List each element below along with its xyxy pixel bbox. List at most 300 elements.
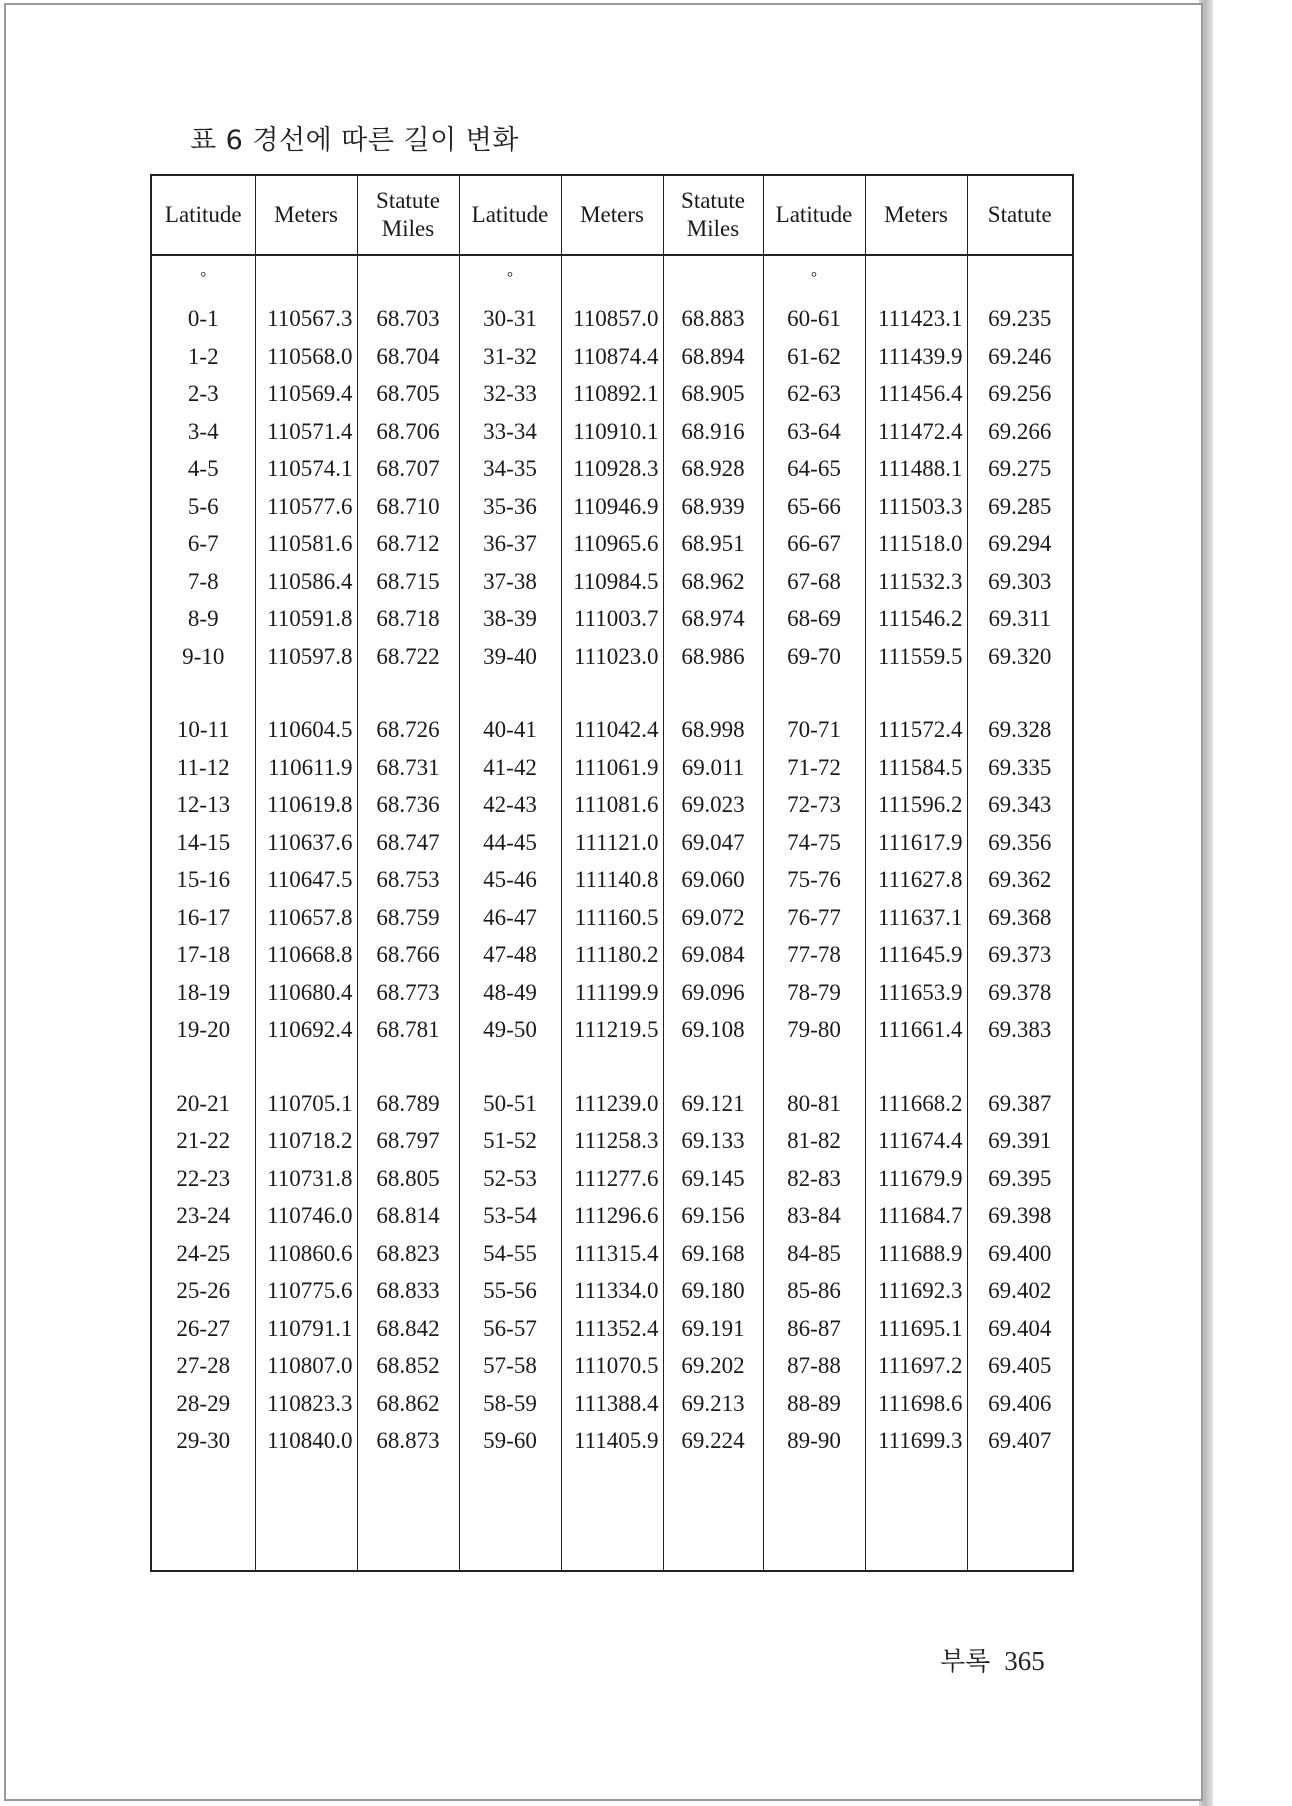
cell-latitude: 27-28	[151, 1347, 255, 1385]
cell-meters: 111296.6	[561, 1197, 663, 1235]
cell-latitude: 16-17	[151, 899, 255, 937]
cell-meters: 110928.3	[561, 450, 663, 488]
cell-latitude: 62-63	[763, 375, 865, 413]
cell-meters: 110591.8	[255, 600, 357, 638]
cell-meters: 111596.2	[865, 786, 967, 824]
cell-statute-miles: 68.731	[357, 749, 459, 787]
cell-statute-miles: 69.011	[663, 749, 763, 787]
empty-cell	[357, 1460, 459, 1572]
cell-latitude: 57-58	[459, 1347, 561, 1385]
cell-statute-miles: 68.974	[663, 600, 763, 638]
cell-statute-miles: 68.726	[357, 711, 459, 749]
cell-latitude: 86-87	[763, 1310, 865, 1348]
cell-meters: 111674.4	[865, 1122, 967, 1160]
cell-meters: 111277.6	[561, 1160, 663, 1198]
cell-statute-miles: 69.191	[663, 1310, 763, 1348]
cell-latitude: 88-89	[763, 1385, 865, 1423]
cell-meters: 110619.8	[255, 786, 357, 824]
cell-statute-miles: 69.060	[663, 861, 763, 899]
cell-meters: 111061.9	[561, 749, 663, 787]
cell-statute: 69.391	[967, 1122, 1073, 1160]
page-number: 365	[1004, 1646, 1045, 1676]
empty-cell	[865, 255, 967, 300]
cell-latitude: 2-3	[151, 375, 255, 413]
empty-cell	[561, 1049, 663, 1085]
table-row	[151, 600, 1073, 638]
cell-meters: 111584.5	[865, 749, 967, 787]
cell-meters: 110567.3	[255, 300, 357, 338]
cell-latitude: 11-12	[151, 749, 255, 787]
cell-statute-miles: 68.759	[357, 899, 459, 937]
table-row	[151, 824, 1073, 862]
cell-meters: 110574.1	[255, 450, 357, 488]
cell-statute-miles: 68.718	[357, 600, 459, 638]
table-row	[151, 1385, 1073, 1423]
table-row	[151, 300, 1073, 338]
header-meters-2: Meters	[561, 175, 663, 255]
cell-meters: 111699.3	[865, 1422, 967, 1460]
cell-latitude: 38-39	[459, 600, 561, 638]
table-row	[151, 375, 1073, 413]
cell-latitude: 74-75	[763, 824, 865, 862]
cell-meters: 110718.2	[255, 1122, 357, 1160]
empty-cell	[357, 1049, 459, 1085]
cell-meters: 111070.5	[561, 1347, 663, 1385]
empty-cell	[151, 675, 255, 711]
header-meters-1: Meters	[255, 175, 357, 255]
cell-meters: 110892.1	[561, 375, 663, 413]
cell-meters: 110597.8	[255, 638, 357, 676]
empty-cell	[459, 675, 561, 711]
cell-statute: 69.356	[967, 824, 1073, 862]
degree-unit-row	[151, 255, 1073, 300]
cell-latitude: 1-2	[151, 338, 255, 376]
cell-meters: 110569.4	[255, 375, 357, 413]
cell-meters: 110775.6	[255, 1272, 357, 1310]
cell-meters: 111559.5	[865, 638, 967, 676]
cell-latitude: 14-15	[151, 824, 255, 862]
cell-latitude: 40-41	[459, 711, 561, 749]
empty-cell	[255, 255, 357, 300]
cell-latitude: 19-20	[151, 1011, 255, 1049]
cell-statute: 69.387	[967, 1085, 1073, 1123]
cell-statute: 69.320	[967, 638, 1073, 676]
cell-latitude: 58-59	[459, 1385, 561, 1423]
cell-latitude: 45-46	[459, 861, 561, 899]
cell-latitude: 35-36	[459, 488, 561, 526]
table-row	[151, 936, 1073, 974]
cell-statute-miles: 69.096	[663, 974, 763, 1012]
cell-statute-miles: 68.986	[663, 638, 763, 676]
cell-latitude: 42-43	[459, 786, 561, 824]
cell-meters: 111692.3	[865, 1272, 967, 1310]
page-footer	[940, 1641, 1045, 1678]
cell-meters: 111352.4	[561, 1310, 663, 1348]
cell-meters: 111219.5	[561, 1011, 663, 1049]
cell-latitude: 29-30	[151, 1422, 255, 1460]
cell-latitude: 10-11	[151, 711, 255, 749]
cell-latitude: 49-50	[459, 1011, 561, 1049]
cell-latitude: 5-6	[151, 488, 255, 526]
cell-meters: 111081.6	[561, 786, 663, 824]
cell-meters: 111688.9	[865, 1235, 967, 1273]
empty-cell	[865, 1460, 967, 1572]
cell-statute: 69.398	[967, 1197, 1073, 1235]
cell-meters: 110581.6	[255, 525, 357, 563]
cell-statute: 69.368	[967, 899, 1073, 937]
cell-statute: 69.246	[967, 338, 1073, 376]
cell-statute-miles: 68.705	[357, 375, 459, 413]
cell-meters: 111697.2	[865, 1347, 967, 1385]
cell-statute-miles: 68.704	[357, 338, 459, 376]
cell-meters: 111679.9	[865, 1160, 967, 1198]
blank-tail-row	[151, 1460, 1073, 1572]
cell-statute-miles: 69.213	[663, 1385, 763, 1423]
table-row	[151, 749, 1073, 787]
cell-statute: 69.285	[967, 488, 1073, 526]
cell-statute: 69.395	[967, 1160, 1073, 1198]
empty-cell	[763, 675, 865, 711]
cell-statute-miles: 69.180	[663, 1272, 763, 1310]
empty-cell	[763, 1460, 865, 1572]
cell-meters: 110657.8	[255, 899, 357, 937]
table-header-row	[151, 175, 1073, 255]
cell-statute: 69.406	[967, 1385, 1073, 1423]
cell-statute-miles: 68.706	[357, 413, 459, 451]
cell-meters: 110731.8	[255, 1160, 357, 1198]
empty-cell	[865, 675, 967, 711]
cell-latitude: 46-47	[459, 899, 561, 937]
cell-latitude: 76-77	[763, 899, 865, 937]
cell-latitude: 60-61	[763, 300, 865, 338]
table-row	[151, 1347, 1073, 1385]
cell-statute-miles: 68.703	[357, 300, 459, 338]
cell-meters: 110604.5	[255, 711, 357, 749]
cell-statute: 69.402	[967, 1272, 1073, 1310]
cell-latitude: 20-21	[151, 1085, 255, 1123]
cell-latitude: 37-38	[459, 563, 561, 601]
cell-latitude: 78-79	[763, 974, 865, 1012]
cell-statute-miles: 68.753	[357, 861, 459, 899]
cell-statute: 69.275	[967, 450, 1073, 488]
cell-meters: 111572.4	[865, 711, 967, 749]
cell-latitude: 22-23	[151, 1160, 255, 1198]
cell-meters: 111423.1	[865, 300, 967, 338]
cell-statute-miles: 68.862	[357, 1385, 459, 1423]
cell-latitude: 67-68	[763, 563, 865, 601]
cell-latitude: 79-80	[763, 1011, 865, 1049]
cell-statute-miles: 69.145	[663, 1160, 763, 1198]
cell-statute: 69.383	[967, 1011, 1073, 1049]
table-row	[151, 1160, 1073, 1198]
cell-latitude: 33-34	[459, 413, 561, 451]
cell-meters: 110668.8	[255, 936, 357, 974]
header-statute-miles-2-text: Statute Miles	[681, 188, 745, 241]
table-row	[151, 861, 1073, 899]
table-caption: 표 6 경선에 따른 길이 변화	[190, 125, 519, 156]
empty-cell	[255, 1049, 357, 1085]
cell-meters: 110807.0	[255, 1347, 357, 1385]
cell-statute-miles: 68.707	[357, 450, 459, 488]
cell-statute: 69.362	[967, 861, 1073, 899]
empty-cell	[663, 1049, 763, 1085]
cell-latitude: 44-45	[459, 824, 561, 862]
cell-meters: 111668.2	[865, 1085, 967, 1123]
cell-latitude: 50-51	[459, 1085, 561, 1123]
empty-cell	[255, 675, 357, 711]
cell-statute-miles: 69.084	[663, 936, 763, 974]
cell-latitude: 61-62	[763, 338, 865, 376]
empty-cell	[459, 1460, 561, 1572]
cell-statute-miles: 69.133	[663, 1122, 763, 1160]
cell-statute-miles: 68.823	[357, 1235, 459, 1273]
cell-statute-miles: 68.736	[357, 786, 459, 824]
empty-cell	[255, 1460, 357, 1572]
cell-meters: 110910.1	[561, 413, 663, 451]
cell-meters: 110577.6	[255, 488, 357, 526]
cell-latitude: 87-88	[763, 1347, 865, 1385]
group-spacer-row	[151, 675, 1073, 711]
empty-cell	[663, 1460, 763, 1572]
cell-statute: 69.400	[967, 1235, 1073, 1273]
header-latitude-1: Latitude	[151, 175, 255, 255]
cell-meters: 111003.7	[561, 600, 663, 638]
cell-statute-miles: 68.916	[663, 413, 763, 451]
cell-statute-miles: 68.962	[663, 563, 763, 601]
cell-statute-miles: 68.998	[663, 711, 763, 749]
cell-statute-miles: 68.773	[357, 974, 459, 1012]
cell-meters: 110746.0	[255, 1197, 357, 1235]
cell-latitude: 77-78	[763, 936, 865, 974]
cell-statute: 69.378	[967, 974, 1073, 1012]
cell-meters: 111334.0	[561, 1272, 663, 1310]
empty-cell	[357, 675, 459, 711]
header-latitude-2: Latitude	[459, 175, 561, 255]
cell-statute-miles: 69.121	[663, 1085, 763, 1123]
empty-cell	[967, 675, 1073, 711]
cell-meters: 110586.4	[255, 563, 357, 601]
cell-meters: 111140.8	[561, 861, 663, 899]
cell-statute-miles: 68.883	[663, 300, 763, 338]
cell-statute-miles: 68.781	[357, 1011, 459, 1049]
cell-statute: 69.343	[967, 786, 1073, 824]
cell-latitude: 21-22	[151, 1122, 255, 1160]
cell-meters: 111698.6	[865, 1385, 967, 1423]
empty-cell	[151, 1049, 255, 1085]
empty-cell	[967, 255, 1073, 300]
cell-statute-miles: 69.202	[663, 1347, 763, 1385]
cell-latitude: 89-90	[763, 1422, 865, 1460]
cell-statute-miles: 69.023	[663, 786, 763, 824]
table-row	[151, 638, 1073, 676]
cell-latitude: 84-85	[763, 1235, 865, 1273]
cell-statute: 69.303	[967, 563, 1073, 601]
cell-meters: 110637.6	[255, 824, 357, 862]
cell-meters: 110860.6	[255, 1235, 357, 1273]
table-row	[151, 1122, 1073, 1160]
header-statute-miles-1	[357, 175, 459, 255]
cell-latitude: 80-81	[763, 1085, 865, 1123]
cell-statute: 69.311	[967, 600, 1073, 638]
cell-meters: 110611.9	[255, 749, 357, 787]
cell-latitude: 6-7	[151, 525, 255, 563]
cell-statute-miles: 68.766	[357, 936, 459, 974]
table-row	[151, 974, 1073, 1012]
cell-statute: 69.266	[967, 413, 1073, 451]
cell-meters: 111315.4	[561, 1235, 663, 1273]
cell-statute-miles: 68.894	[663, 338, 763, 376]
cell-latitude: 66-67	[763, 525, 865, 563]
empty-cell	[459, 1049, 561, 1085]
empty-cell	[865, 1049, 967, 1085]
cell-statute-miles: 68.852	[357, 1347, 459, 1385]
cell-latitude: 9-10	[151, 638, 255, 676]
header-statute-miles-1-text: Statute Miles	[376, 188, 440, 241]
cell-statute-miles: 68.873	[357, 1422, 459, 1460]
empty-cell	[561, 675, 663, 711]
cell-meters: 111695.1	[865, 1310, 967, 1348]
cell-meters: 111503.3	[865, 488, 967, 526]
cell-latitude: 53-54	[459, 1197, 561, 1235]
cell-latitude: 4-5	[151, 450, 255, 488]
cell-latitude: 54-55	[459, 1235, 561, 1273]
cell-latitude: 83-84	[763, 1197, 865, 1235]
cell-meters: 110692.4	[255, 1011, 357, 1049]
table-row	[151, 1235, 1073, 1273]
cell-meters: 111456.4	[865, 375, 967, 413]
cell-latitude: 47-48	[459, 936, 561, 974]
cell-latitude: 75-76	[763, 861, 865, 899]
table-row	[151, 338, 1073, 376]
cell-meters: 110568.0	[255, 338, 357, 376]
cell-latitude: 18-19	[151, 974, 255, 1012]
table-row	[151, 786, 1073, 824]
table-row	[151, 899, 1073, 937]
cell-statute-miles: 68.951	[663, 525, 763, 563]
degree-symbol-3: °	[763, 255, 865, 300]
cell-statute: 69.407	[967, 1422, 1073, 1460]
cell-meters: 110840.0	[255, 1422, 357, 1460]
cell-latitude: 64-65	[763, 450, 865, 488]
cell-meters: 111405.9	[561, 1422, 663, 1460]
cell-statute-miles: 68.814	[357, 1197, 459, 1235]
appendix-label: 부록	[940, 1647, 991, 1677]
table-body	[151, 255, 1073, 1571]
empty-cell	[663, 255, 763, 300]
cell-latitude: 7-8	[151, 563, 255, 601]
cell-latitude: 15-16	[151, 861, 255, 899]
table-row	[151, 1197, 1073, 1235]
cell-statute-miles: 68.710	[357, 488, 459, 526]
cell-latitude: 25-26	[151, 1272, 255, 1310]
cell-meters: 110680.4	[255, 974, 357, 1012]
header-latitude-3: Latitude	[763, 175, 865, 255]
cell-meters: 111684.7	[865, 1197, 967, 1235]
cell-meters: 111388.4	[561, 1385, 663, 1423]
table-row	[151, 488, 1073, 526]
cell-latitude: 28-29	[151, 1385, 255, 1423]
cell-latitude: 32-33	[459, 375, 561, 413]
header-statute-miles-2	[663, 175, 763, 255]
cell-meters: 111472.4	[865, 413, 967, 451]
table-row	[151, 711, 1073, 749]
cell-latitude: 85-86	[763, 1272, 865, 1310]
cell-latitude: 55-56	[459, 1272, 561, 1310]
cell-meters: 111617.9	[865, 824, 967, 862]
cell-meters: 111180.2	[561, 936, 663, 974]
cell-statute: 69.256	[967, 375, 1073, 413]
cell-meters: 110791.1	[255, 1310, 357, 1348]
degree-symbol-2: °	[459, 255, 561, 300]
cell-statute: 69.235	[967, 300, 1073, 338]
cell-meters: 111645.9	[865, 936, 967, 974]
cell-statute-miles: 68.715	[357, 563, 459, 601]
group-spacer-row	[151, 1049, 1073, 1085]
cell-meters: 110857.0	[561, 300, 663, 338]
cell-statute-miles: 68.939	[663, 488, 763, 526]
table-row	[151, 450, 1073, 488]
cell-latitude: 8-9	[151, 600, 255, 638]
cell-latitude: 72-73	[763, 786, 865, 824]
table-row	[151, 413, 1073, 451]
cell-meters: 111023.0	[561, 638, 663, 676]
cell-meters: 111518.0	[865, 525, 967, 563]
cell-meters: 111121.0	[561, 824, 663, 862]
latitude-length-table	[150, 174, 1074, 1572]
cell-latitude: 3-4	[151, 413, 255, 451]
cell-meters: 110823.3	[255, 1385, 357, 1423]
empty-cell	[967, 1460, 1073, 1572]
cell-latitude: 56-57	[459, 1310, 561, 1348]
cell-meters: 111627.8	[865, 861, 967, 899]
cell-latitude: 23-24	[151, 1197, 255, 1235]
cell-latitude: 81-82	[763, 1122, 865, 1160]
cell-statute-miles: 69.108	[663, 1011, 763, 1049]
cell-latitude: 63-64	[763, 413, 865, 451]
cell-latitude: 82-83	[763, 1160, 865, 1198]
cell-latitude: 48-49	[459, 974, 561, 1012]
cell-latitude: 69-70	[763, 638, 865, 676]
table-row	[151, 1272, 1073, 1310]
cell-meters: 111637.1	[865, 899, 967, 937]
cell-statute-miles: 68.905	[663, 375, 763, 413]
empty-cell	[561, 255, 663, 300]
cell-statute-miles: 68.747	[357, 824, 459, 862]
cell-meters: 111042.4	[561, 711, 663, 749]
cell-latitude: 65-66	[763, 488, 865, 526]
cell-latitude: 70-71	[763, 711, 865, 749]
cell-statute: 69.328	[967, 711, 1073, 749]
cell-meters: 111532.3	[865, 563, 967, 601]
empty-cell	[967, 1049, 1073, 1085]
cell-statute-miles: 68.842	[357, 1310, 459, 1348]
cell-latitude: 26-27	[151, 1310, 255, 1348]
cell-meters: 111546.2	[865, 600, 967, 638]
cell-meters: 110571.4	[255, 413, 357, 451]
cell-statute: 69.373	[967, 936, 1073, 974]
empty-cell	[561, 1460, 663, 1572]
cell-meters: 111258.3	[561, 1122, 663, 1160]
cell-latitude: 68-69	[763, 600, 865, 638]
cell-statute-miles: 68.789	[357, 1085, 459, 1123]
cell-latitude: 36-37	[459, 525, 561, 563]
cell-meters: 110647.5	[255, 861, 357, 899]
empty-cell	[357, 255, 459, 300]
cell-latitude: 12-13	[151, 786, 255, 824]
cell-latitude: 0-1	[151, 300, 255, 338]
cell-latitude: 52-53	[459, 1160, 561, 1198]
cell-statute: 69.405	[967, 1347, 1073, 1385]
